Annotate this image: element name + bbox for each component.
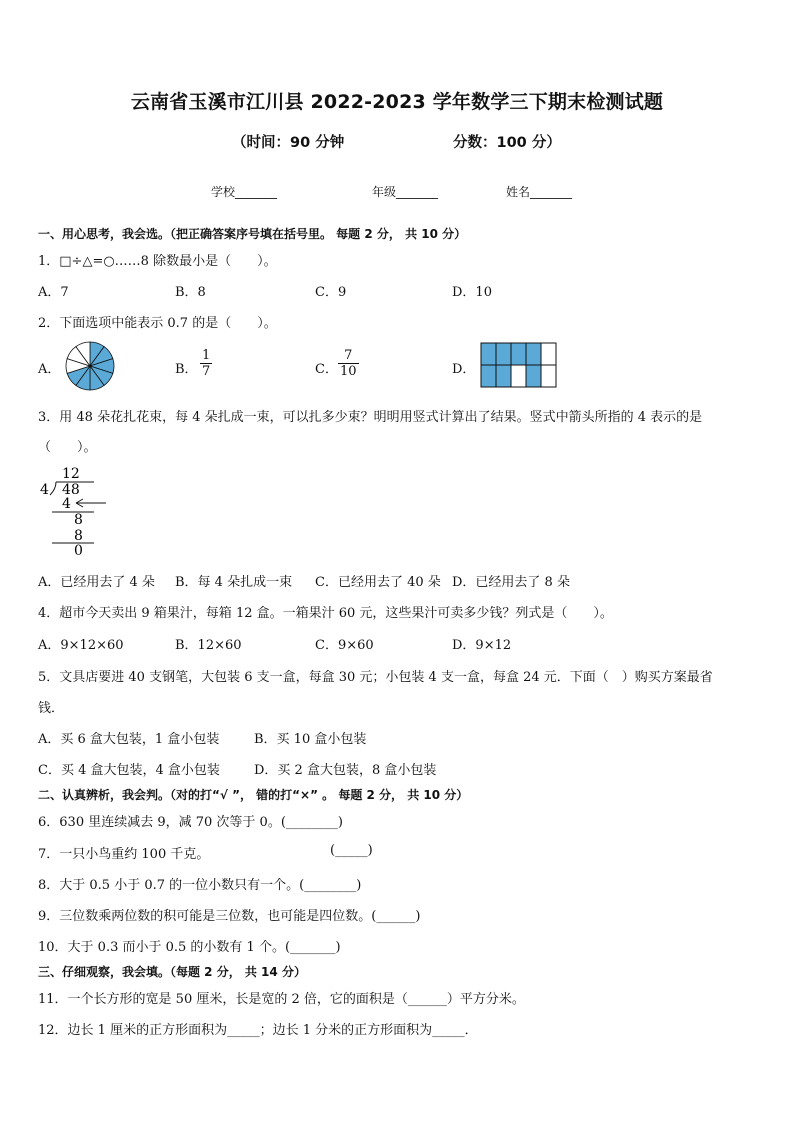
question-12: 12．边长 1 厘米的正方形面积为_____；边长 1 分米的正方形面积为_____． xyxy=(38,1023,478,1038)
division-quotient: 12 xyxy=(62,466,80,482)
question-7: 7．一只小鸟重约 100 千克。 xyxy=(38,847,210,862)
grid-cells xyxy=(481,343,556,387)
long-division-figure xyxy=(36,462,116,558)
q2-fraction-c xyxy=(338,348,359,379)
question-3-line-1: 3．用 48 朵花扎花束，每 4 朵扎成一束，可以扎多少束？明明用竖式计算出了结果。竖式中箭头所指的 4 表示的是 xyxy=(38,410,703,425)
grid-cell-shaded xyxy=(526,365,541,387)
page-title: 云南省玉溪市江川县 2022-2023 学年数学三下期末检测试题 xyxy=(130,91,664,113)
section-heading-2: 二、认真辨析，我会判。（对的打“√ ”， 错的打“×” 。 每题 2 分， 共 10 分） xyxy=(38,788,469,802)
division-step-2: 8 xyxy=(74,512,83,528)
pie-slices xyxy=(66,342,114,390)
question-7-blank: (_____) xyxy=(330,843,373,858)
question-10: 10．大于 0.3 而小于 0.5 的小数有 1 个。(_______) xyxy=(38,940,341,955)
division-step-3: 8 xyxy=(74,528,83,544)
question-4: 4．超市今天卖出 9 箱果汁，每箱 12 盒。一箱果汁 60 元，这些果汁可卖多少钱？列式是（ ）。 xyxy=(38,606,613,621)
q4-option-c: C．9×60 xyxy=(315,638,374,653)
score-label: 分数：100 分） xyxy=(453,135,561,151)
q3-option-b: B．每 4 朵扎成一束 xyxy=(175,575,293,590)
question-11: 11．一个长方形的宽是 50 厘米，长是宽的 2 倍，它的面积是（______）平方分米。 xyxy=(38,992,525,1007)
q1-option-b: B．8 xyxy=(175,285,206,300)
q4-option-b: B．12×60 xyxy=(175,638,242,653)
grid-cell xyxy=(511,365,526,387)
q1-option-a: A．7 xyxy=(38,285,69,300)
q2-fraction-b xyxy=(200,348,212,379)
grid-cell xyxy=(541,365,556,387)
name-field: 姓名_______ xyxy=(506,185,573,199)
school-field: 学校_______ xyxy=(211,185,278,199)
q2-pie-figure xyxy=(64,340,116,392)
question-5-line-2: 钱． xyxy=(38,701,65,716)
fraction-c-denominator: 10 xyxy=(340,364,357,379)
division-remainder: 0 xyxy=(74,543,83,558)
q2-option-b-letter: B． xyxy=(175,362,198,377)
division-divisor: 4 xyxy=(40,482,49,498)
question-3-line-2: （ ）。 xyxy=(38,440,97,455)
grid-cell-shaded xyxy=(481,365,496,387)
q3-option-c: C．已经用去了 40 朵 xyxy=(315,575,441,590)
section-heading-3: 三、仔细观察，我会填。（每题 2 分， 共 14 分） xyxy=(38,965,306,979)
question-2: 2．下面选项中能表示 0.7 的是（ ）。 xyxy=(38,316,277,331)
grid-cell xyxy=(541,343,556,365)
q5-option-a: A．买 6 盒大包装，1 盒小包装 xyxy=(38,732,220,747)
division-step-1: 4 xyxy=(62,496,71,512)
question-9: 9．三位数乘两位数的积可能是三位数，也可能是四位数。(______) xyxy=(38,909,421,924)
q4-option-d: D．9×12 xyxy=(452,638,512,653)
q1-option-c: C．9 xyxy=(315,285,347,300)
division-dividend: 48 xyxy=(62,482,80,498)
q1-option-d: D．10 xyxy=(452,285,492,300)
q4-option-a: A．9×12×60 xyxy=(38,638,124,653)
q5-option-b: B．买 10 盒小包装 xyxy=(254,732,367,747)
grid-cell-shaded xyxy=(496,365,511,387)
fraction-b-denominator: 7 xyxy=(202,364,211,379)
grid-cell-shaded xyxy=(496,343,511,365)
q2-option-d-letter: D． xyxy=(452,362,476,377)
question-6: 6．630 里连续减去 9，减 70 次等于 0。(________) xyxy=(38,815,343,830)
time-label: （时间：90 分钟 xyxy=(232,135,345,151)
division-bracket xyxy=(50,482,56,495)
question-1: 1．□÷△=○……8 除数最小是（ ）。 xyxy=(38,254,277,269)
question-5-line-1: 5．文具店要进 40 支钢笔，大包装 6 支一盒，每盒 30 元；小包装 4 支一盒，每盒 24 元．下面（ ）购买方案最省 xyxy=(38,670,713,685)
grade-field: 年级_______ xyxy=(372,185,439,199)
q2-grid-figure xyxy=(480,342,558,390)
q2-option-a-letter: A． xyxy=(38,362,61,377)
grid-cell-shaded xyxy=(511,343,526,365)
fraction-c-numerator: 7 xyxy=(338,348,359,364)
fraction-b-numerator: 1 xyxy=(202,348,211,363)
q5-option-d: D．买 2 盒大包装，8 盒小包装 xyxy=(254,763,437,778)
question-8: 8．大于 0.5 小于 0.7 的一位小数只有一个。(________) xyxy=(38,878,362,893)
q3-option-d: D．已经用去了 8 朵 xyxy=(452,575,570,590)
grid-cell-shaded xyxy=(481,343,496,365)
q2-option-c-letter: C． xyxy=(315,362,338,377)
q5-option-c: C．买 4 盒大包装，4 盒小包装 xyxy=(38,763,220,778)
q3-option-a: A．已经用去了 4 朵 xyxy=(38,575,155,590)
section-heading-1: 一、用心思考，我会选。（把正确答案序号填在括号里。 每题 2 分， 共 10 分） xyxy=(38,227,467,241)
grid-cell-shaded xyxy=(526,343,541,365)
